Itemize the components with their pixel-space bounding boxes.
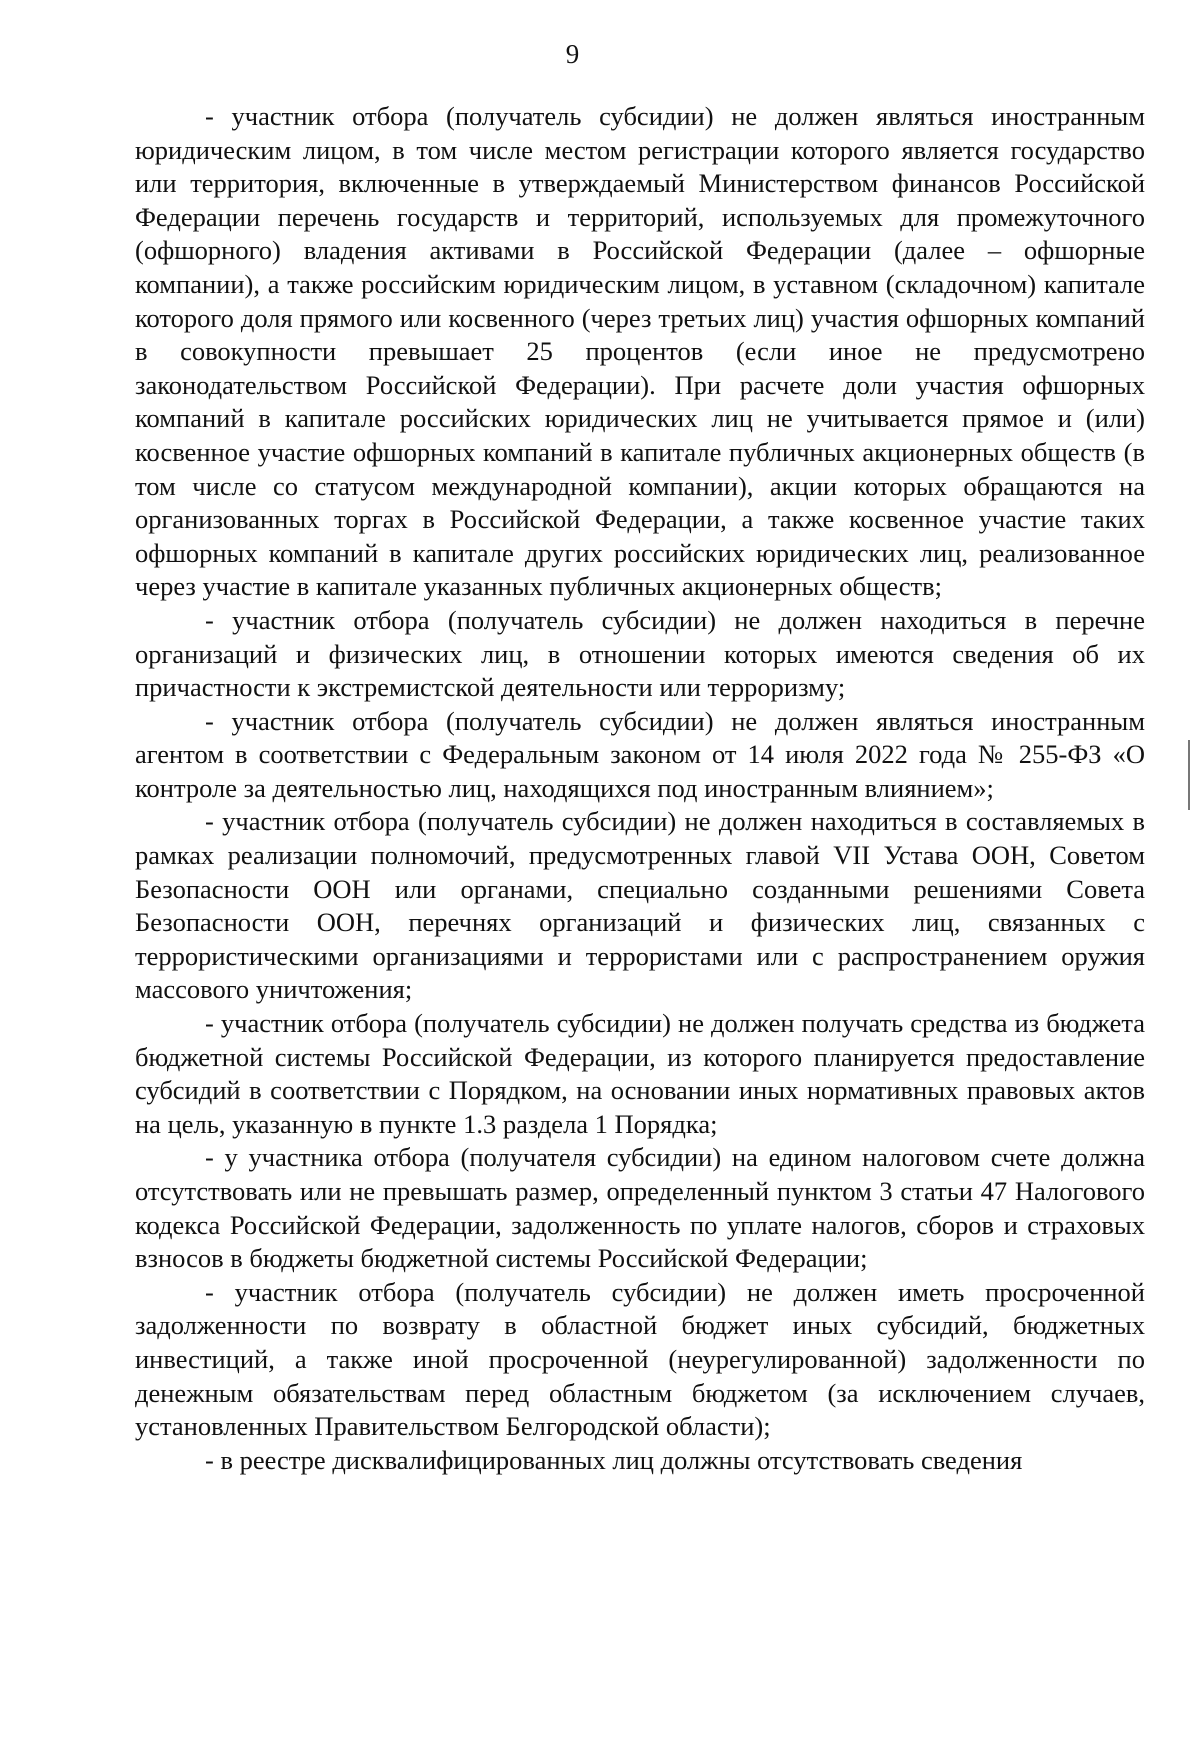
- paragraph-foreign-agent: - участник отбора (получатель субсидии) не должен являться иностранным агентом в соответствии с Федеральным законом от 14 июля 2022 года № 255-ФЗ «О контроле за деятельностью лиц, находящихся под иностранным влиянием»;: [135, 705, 1145, 803]
- paragraph-budget-funds: - участник отбора (получатель субсидии) не должен получать средства из бюджета бюджетной системы Российской Федерации, из которого планируется предоставление субсидий в соответствии с Порядком, на основании иных нормативных правовых актов на цель, указанную в пункте 1.3 раздела 1 Порядка;: [135, 1008, 1145, 1139]
- document-body: [135, 100, 1145, 1477]
- scan-artifact-mark: [1188, 740, 1190, 810]
- page-number: 9: [565, 39, 580, 69]
- paragraph-overdue-debt: - участник отбора (получатель субсидии) не должен иметь просроченной задолженности по возврату в областной бюджет иных субсидий, бюджетных инвестиций, а также иной просроченной (неурегулированной) задолженности по денежным обязательствам перед областным бюджетом (за исключением случаев, установленных Правительством Белгородской области);: [135, 1276, 1145, 1442]
- paragraph-offshore-companies: - участник отбора (получатель субсидии) не должен являться иностранным юридическим лицом, в том числе местом регистрации которого является государство или территория, включенные в утверждаемый Министерством финансов Российской Федерации перечень государств и территорий, используемых для промежуточного (офшорного) владения активами в Российской Федерации (далее – офшорные компании), а также российским юридическим лицом, в уставном (складочном) капитале которого доля прямого или косвенного (через третьих лиц) участия офшорных компаний в совокупности превышает 25 процентов (если иное не предусмотрено законодательством Российской Федерации). При расчете доли участия офшорных компаний в капитале российских юридических лиц не учитывается прямое и (или) косвенное участие офшорных компаний в капитале публичных акционерных обществ (в том числе со статусом международной компании), акции которых обращаются на организованных торгах в Российской Федерации, а также косвенное участие таких офшорных компаний в капитале других российских юридических лиц, реализованное через участие в капитале указанных публичных акционерных обществ;: [135, 101, 1145, 602]
- paragraph-un-security-council-lists: - участник отбора (получатель субсидии) не должен находиться в составляемых в рамках реализации полномочий, предусмотренных главой VII Устава ООН, Советом Безопасности ООН или органами, специально созданными решениями Совета Безопасности ООН, перечнях организаций и физических лиц, связанных с террористическими организациями и террористами или с распространением оружия массового уничтожения;: [135, 806, 1145, 1005]
- paragraph-tax-debt: - у участника отбора (получателя субсидии) на едином налоговом счете должна отсутствовать или не превышать размер, определенный пунктом 3 статьи 47 Налогового кодекса Российской Федерации, задолженность по уплате налогов, сборов и страховых взносов в бюджеты бюджетной системы Российской Федерации;: [135, 1142, 1145, 1274]
- paragraph-extremism-list: - участник отбора (получатель субсидии) не должен находиться в перечне организаций и физических лиц, в отношении которых имеются сведения об их причастности к экстремистской деятельности или терроризму;: [135, 604, 1145, 703]
- paragraph-disqualified-persons: - в реестре дисквалифицированных лиц должны отсутствовать сведения: [205, 1444, 1023, 1475]
